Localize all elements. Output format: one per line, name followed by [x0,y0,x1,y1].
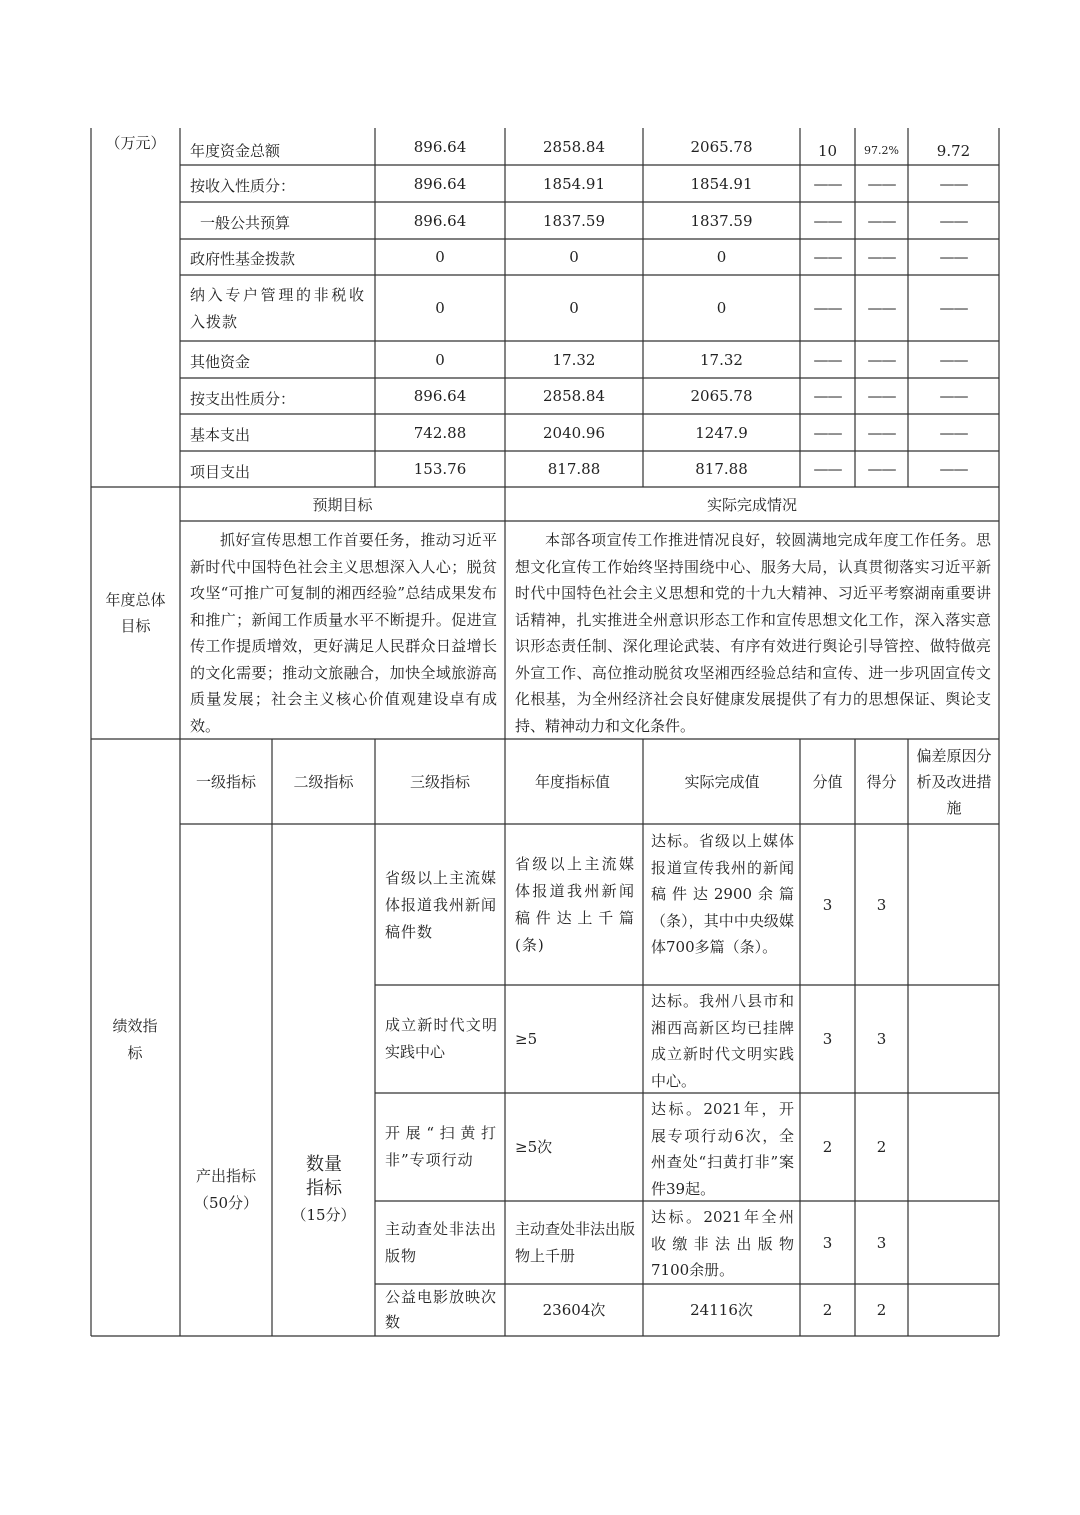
perf-row-actual: 达标。省级以上媒体报道宣传我州的新闻稿件达2900余篇（条），其中中央级媒体700多篇（条）。 [651,832,794,956]
perf-row-weight: 3 [822,1030,833,1048]
perf-row-actual: 达标。2021年全州收缴非法出版物7100余册。 [651,1208,794,1279]
fund-row-budget: 896.64 [413,138,467,156]
fund-row-weight: —— [813,460,842,478]
fund-row-adjusted: 2858.84 [542,387,606,405]
perf-row-target: ≥5 [515,1030,538,1048]
fund-row-score: —— [939,460,968,478]
fund-row-score: —— [939,299,968,317]
fund-row-score: —— [939,175,968,193]
fund-row-label: 基本支出 [190,426,251,444]
fund-row-label: 一般公共预算 [200,214,291,232]
perf-row-target: 23604次 [542,1301,606,1319]
fund-row-executed: 817.88 [695,460,748,478]
fund-row-weight: —— [813,424,842,442]
fund-row-adjusted: 1854.91 [542,175,606,193]
fund-row-executed: 1247.9 [695,424,748,442]
perf-row-indicator: 省级以上主流媒体报道我州新闻稿件数 [385,868,498,941]
perf-row-weight: 3 [822,896,833,914]
fund-row-budget: 896.64 [413,212,467,230]
goals-section-label: 年度总体目标 [105,591,166,635]
perf-row-actual: 达标。2021年，开展专项行动6次，全州查处“扫黄打非”案件39起。 [651,1100,794,1198]
fund-row-executed: 0 [716,248,727,266]
fund-row-label: 政府性基金拨款 [190,250,296,268]
perf-row-score: 2 [876,1138,887,1156]
fund-row-score: —— [939,351,968,369]
fund-row-executed: 0 [716,299,727,317]
fund-row-executed: 17.32 [700,351,743,369]
perf-row-score: 2 [876,1301,887,1319]
perf-row-actual: 达标。我州八县市和湘西高新区均已挂牌成立新时代文明实践中心。 [651,992,794,1090]
perf-row-indicator: 公益电影放映次数 [385,1288,498,1331]
fund-row-label: 年度资金总额 [190,142,281,160]
perf-row-target: 主动查处非法出版物上千册 [515,1220,636,1265]
fund-row-adjusted: 2858.84 [542,138,606,156]
perf-header-level1: 一级指标 [195,773,256,791]
fund-row-rate: —— [867,212,896,230]
actual-result-header: 实际完成情况 [706,496,797,514]
fund-row-executed: 2065.78 [690,387,753,405]
fund-row-rate: —— [867,299,896,317]
perf-row-weight: 3 [822,1234,833,1252]
perf-header-weight: 分值 [812,773,843,791]
perf-header-level2: 二级指标 [293,773,354,791]
fund-row-weight: —— [813,387,842,405]
fund-row-rate: —— [867,248,896,266]
fund-row-score: —— [939,212,968,230]
fund-row-budget: 0 [435,299,445,317]
fund-row-adjusted: 1837.59 [542,212,606,230]
fund-row-label: 纳入专户管理的非税收入拨款 [190,286,365,331]
fund-row-budget: 153.76 [413,460,467,478]
perf-header-deviation: 偏差原因分析及改进措施 [916,747,992,817]
expected-goal-header: 预期目标 [312,496,373,514]
perf-level1-points: （50分） [193,1194,259,1212]
fund-row-score: —— [939,387,968,405]
fund-row-adjusted: 0 [569,248,579,266]
fund-row-label: 按支出性质分： [190,390,296,408]
perf-row-actual: 24116次 [690,1301,753,1319]
fund-row-score: —— [939,248,968,266]
fund-row-budget: 0 [435,351,445,369]
fund-row-score: —— [939,424,968,442]
fund-row-executed: 2065.78 [690,138,753,156]
fund-row-budget: 896.64 [413,387,467,405]
actual-result-text: 本部各项宣传工作推进情况良好，较圆满地完成年度工作任务。思想文化宣传工作始终坚持围绕中心、服务大局，认真贯彻落实习近平新时代中国特色社会主义思想和党的十九大精神、习近平考察湖南重要讲话精神，扎实推进全州意识形态工作和宣传思想文化工作，深入落实意识形态责任制、深化理论武装、有序有效进行舆论引导管控、做特做亮外宣工作、高位推动脱贫攻坚湘西经验总结和宣传、进一步巩固宣传文化根基，为全州经济社会良好健康发展提供了有力的思想保证、舆论支持、精神动力和文化条件。 [515,531,991,735]
fund-row-budget: 896.64 [413,175,467,193]
fund-unit-label: （万元） [105,134,166,152]
fund-row-adjusted: 0 [569,299,579,317]
perf-row-weight: 2 [822,1301,833,1319]
fund-row-weight: —— [813,351,842,369]
fund-row-rate: —— [867,351,896,369]
fund-row-budget: 0 [435,248,445,266]
perf-header-target: 年度指标值 [534,773,610,791]
fund-row-weight: —— [813,175,842,193]
fund-row-rate: —— [867,424,896,442]
fund-row-rate: 97.2% [864,144,899,157]
perf-row-score: 3 [876,896,887,914]
fund-row-rate: —— [867,460,896,478]
fund-row-weight: —— [813,248,842,266]
fund-row-executed: 1854.91 [690,175,753,193]
fund-row-adjusted: 817.88 [547,460,601,478]
fund-row-rate: —— [867,387,896,405]
perf-row-score: 3 [876,1030,887,1048]
perf-header-level3: 三级指标 [409,773,470,791]
perf-row-target: ≥5次 [515,1138,553,1156]
fund-row-label: 按收入性质分： [190,177,296,195]
perf-header-actual: 实际完成值 [684,773,760,791]
fund-row-budget: 742.88 [413,424,467,442]
perf-level1-label: 产出指标 [195,1167,256,1185]
perf-row-weight: 2 [822,1138,833,1156]
perf-level2-points: （15分） [291,1206,356,1224]
fund-row-adjusted: 2040.96 [542,424,606,442]
perf-row-indicator: 成立新时代文明实践中心 [385,1016,497,1061]
perf-row-target: 省级以上主流媒体报道我州新闻稿件达上千篇(条) [515,855,635,954]
fund-row-weight: 10 [817,142,838,160]
fund-row-label: 其他资金 [190,353,251,371]
perf-level2-label: 数量指标 [306,1154,342,1199]
fund-row-score: 9.72 [936,142,971,160]
fund-row-label: 项目支出 [190,463,251,481]
perf-header-score: 得分 [866,773,897,791]
fund-row-rate: —— [867,175,896,193]
perf-section-label: 绩效指标 [112,1017,158,1062]
fund-row-executed: 1837.59 [690,212,753,230]
fund-row-weight: —— [813,212,842,230]
perf-row-indicator: 主动查处非法出版物 [385,1220,498,1265]
perf-row-score: 3 [876,1234,887,1252]
expected-goal-text: 抓好宣传思想工作首要任务，推动习近平新时代中国特色社会主义思想深入人心；脱贫攻坚“可推广可复制的湘西经验”总结成果发布和推广；新闻工作质量水平不断提升。促进宣传工作提质增效，更好满足人民群众日益增长的文化需要；推动文旅融合，加快全域旅游高质量发展；社会主义核心价值观建设卓有成效。 [190,531,497,735]
fund-row-weight: —— [813,299,842,317]
perf-row-indicator: 开展“扫黄打非”专项行动 [385,1124,497,1169]
fund-row-adjusted: 17.32 [552,351,596,369]
